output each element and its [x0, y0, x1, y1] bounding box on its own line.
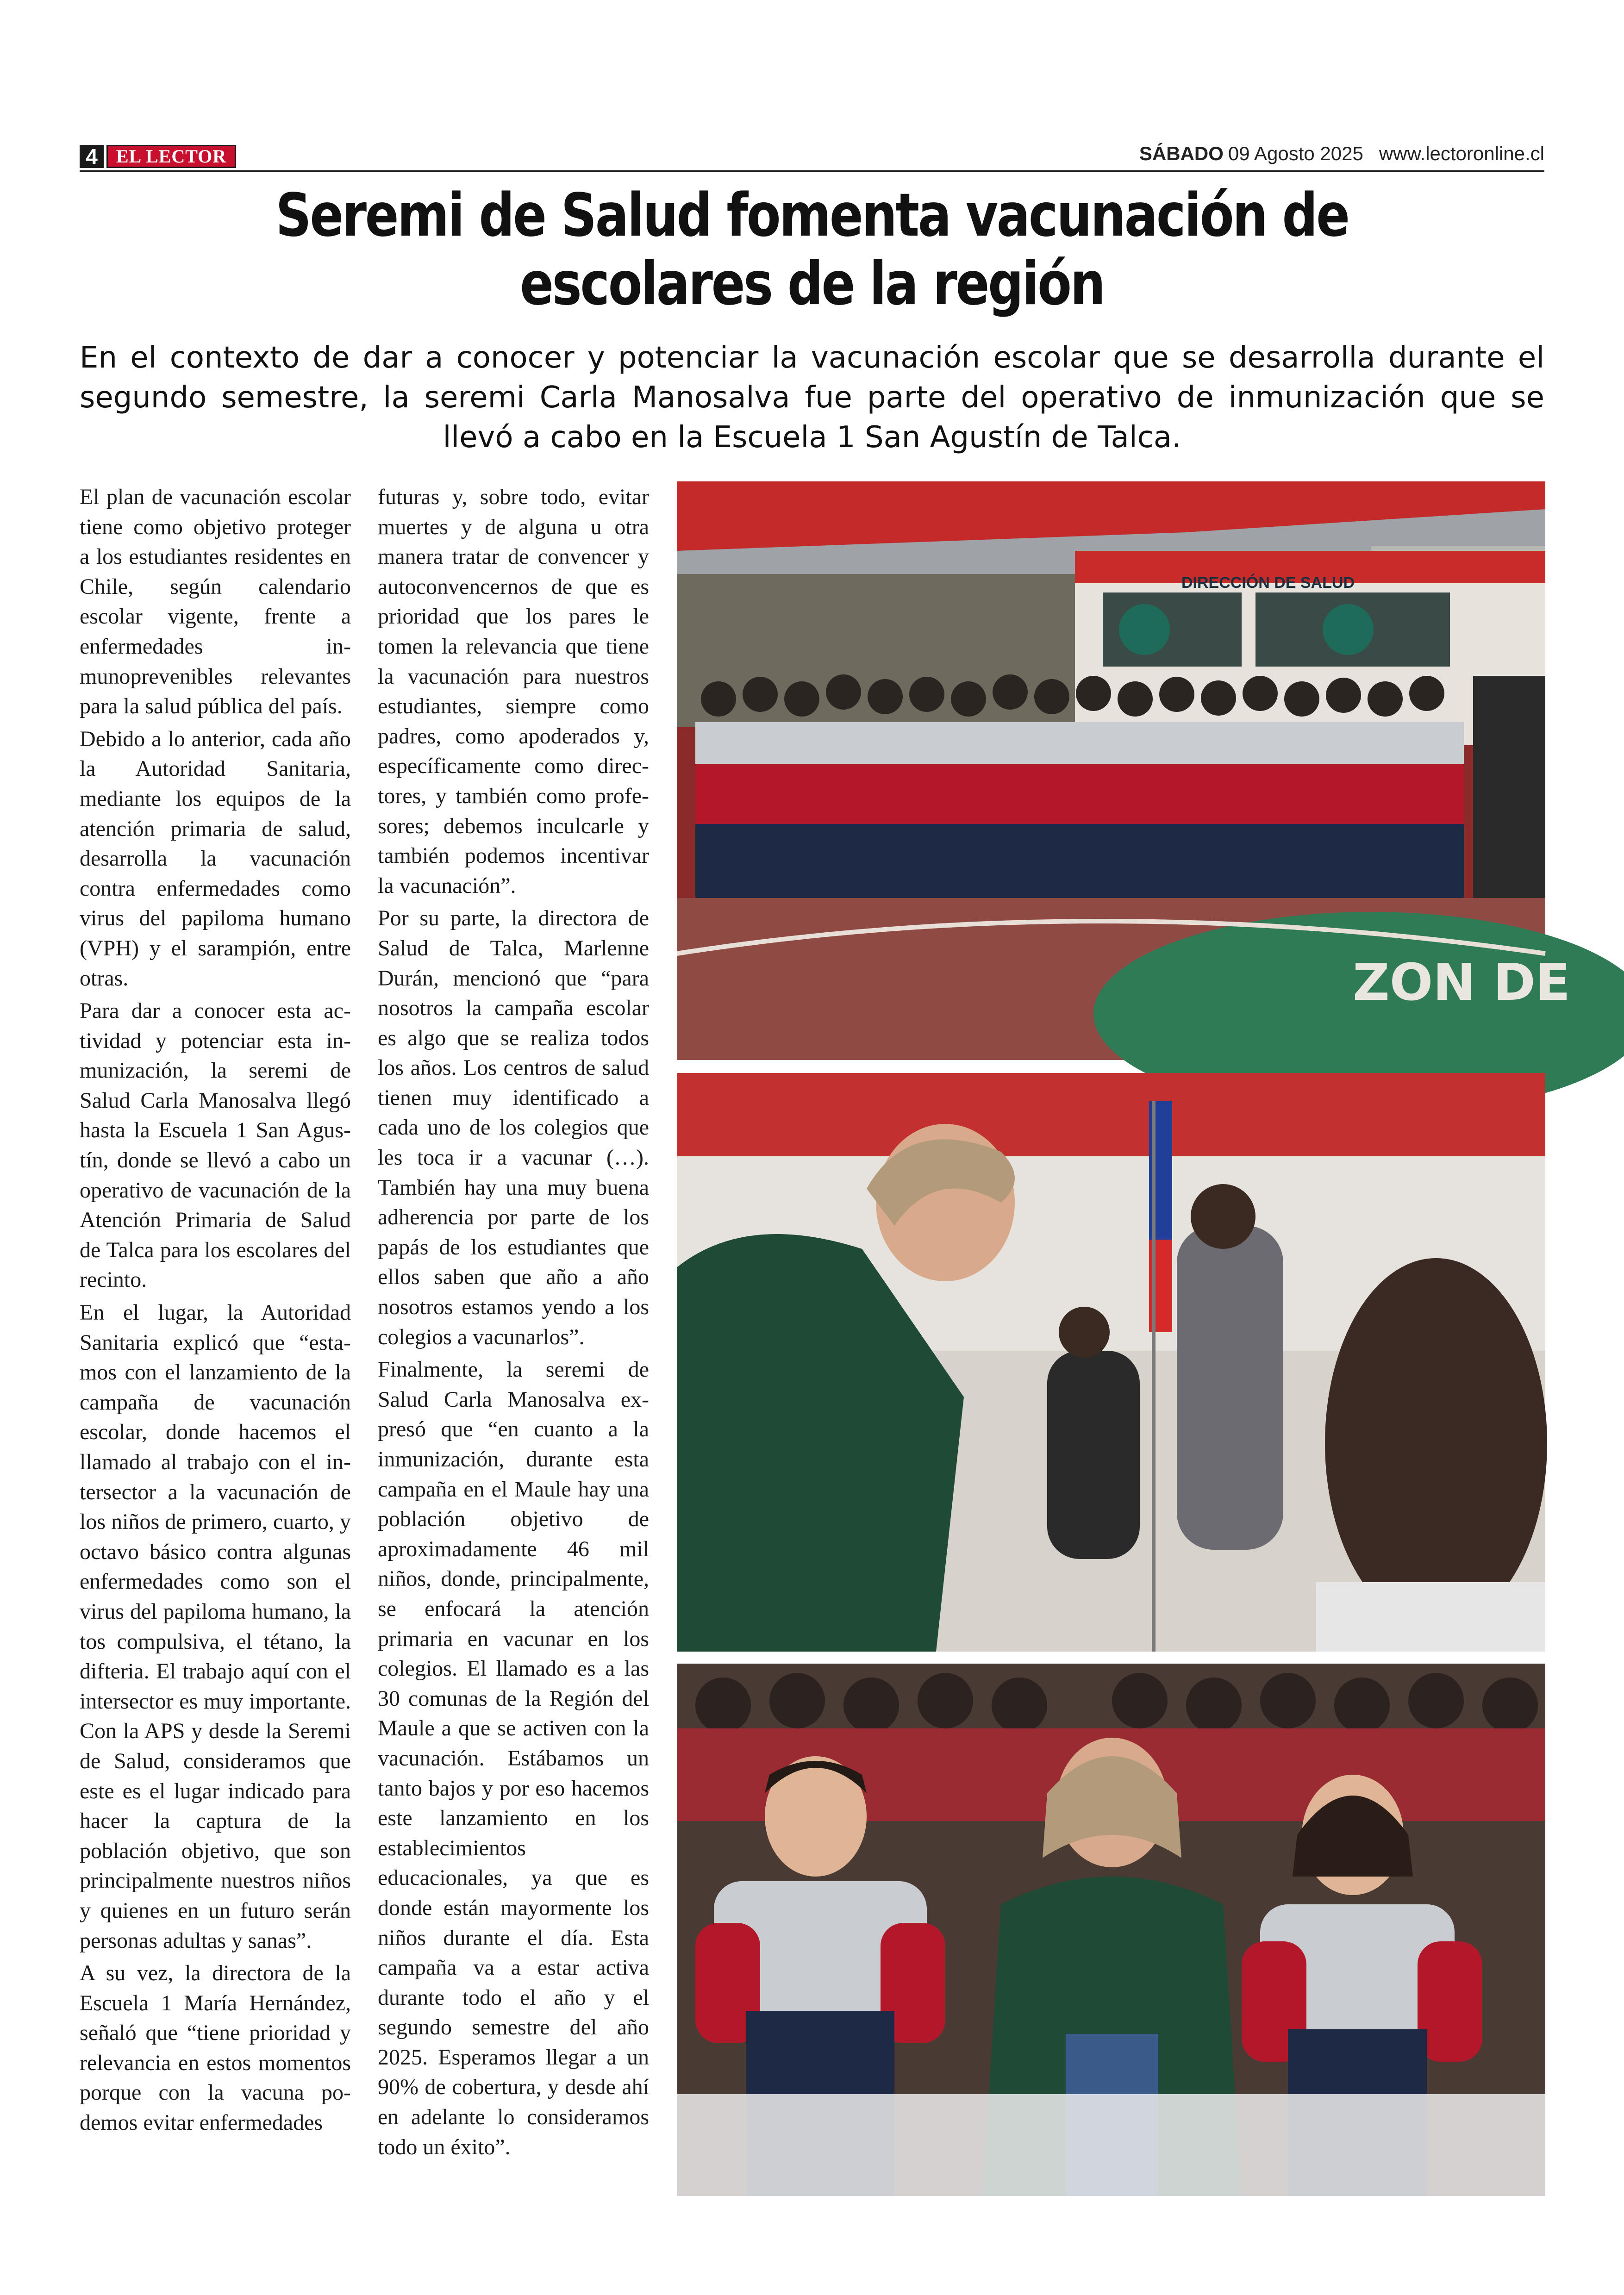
- paragraph: Finalmente, la seremi de Salud Carla Manosalva expresó que “en cuanto a la inmunización, durante esta campaña en el Maule hay una población objetivo de aproximadamente 46 mil niños, donde, principalmente, se enfocará la atención primaria en vacunar en los colegios. El llamado es a las 30 comunas de la Región del Maule a que se activen con la vacunación. Estábamos un tanto bajos y por eso hacemos este lanzamiento en los establecimientos educacionales, ya que es donde están mayormente los niños durante el día. Esta campaña va a estar activa durante todo el año y el segundo semestre del año 2025. Esperamos llegar a un 90% de cobertura, y desde ahí en adelante lo consideramos todo un éxito”.: [378, 1357, 649, 2159]
- issue-date: [1139, 143, 1544, 165]
- issue-day: SÁBADO: [1139, 143, 1224, 164]
- article-column-2: [378, 482, 649, 2165]
- paragraph: A su vez, la directora de la Escuela 1 María Hernández, señaló que “tiene prioridad y relevancia en estos momentos porque con la vacuna podemos evitar enfermedades: [80, 1961, 351, 2135]
- headline-line-2: escolares de la región: [520, 249, 1104, 318]
- paragraph: futuras y, sobre todo, evitar muertes y de alguna u otra manera tratar de convencer y autoconvencernos de que es prioridad que los pares le tomen la relevancia que tiene la vacunación para nuestros estudiantes, siempre como padres, como apoderados y, específicamente como directores, y también como profesores; debemos inculcarle y también podemos incentivar la vacunación”.: [378, 485, 649, 898]
- seremi-greeting-photo: [677, 1073, 1545, 1652]
- issue-date-text: 09 Agosto 2025: [1228, 143, 1363, 164]
- paragraph: En el lugar, la Autoridad Sanitaria explicó que “estamos con el lanzamiento de la campaña de vacunación escolar, donde hacemos el llamado al trabajo con el intersector a la vacunación de los niños de primero, cuarto, y octavo básico contra algunas enfermedades como son el virus del papiloma humano, la tos compulsiva, el tétano, la difteria. El trabajo aquí con el intersector es muy importante. Con la APS y desde la Seremi de Salud, consideramos que este es el lugar indicado para hacer la captura de la población objetivo, que son principalmente nuestros niños y quienes en un futuro serán personas adultas y sanas”.: [80, 1300, 351, 1953]
- subheadline: En el contexto de dar a conocer y potenciar la vacunación escolar que se desarrolla durante el segundo semestre, la seremi Carla Manosalva fue parte del operativo de inmunización que se llevó a cabo en la Escuela 1 San Agustín de Talca.: [80, 341, 1544, 455]
- group-photo: [677, 481, 1571, 1060]
- article-column-1: [80, 482, 351, 2141]
- floor-painted-text: ZON DE: [1353, 953, 1571, 1012]
- paragraph: Para dar a conocer esta actividad y potenciar esta inmunización, la seremi de Salud Carla Manosalva llegó hasta la Escuela 1 San Agustín, donde se llevó a cabo un operativo de vacunación de la Atención Primaria de Salud de Talca para los escolares del recinto.: [80, 998, 351, 1292]
- paragraph: Por su parte, la directora de Salud de Talca, Marlenne Durán, mencionó que “para nosotros la campaña escolar es algo que se realiza todos los años. Los centros de salud tienen muy identificado a cada uno de los colegios que les toca ir a vacunar (…). También hay una muy buena adherencia por parte de los papás de los estudiantes que ellos saben que año a año nosotros estamos yendo a los colegios a vacunarlos”.: [378, 906, 649, 1349]
- newspaper-logo: EL LECTOR: [106, 145, 236, 168]
- website-link[interactable]: www.lectoronline.cl: [1379, 143, 1544, 164]
- paragraph: Debido a lo anterior, cada año la Autoridad Sanitaria, mediante los equipos de la atención primaria de salud, desarrolla la vacunación contra enfermedades como virus del papiloma humano (VPH) y el sarampión, entre otras.: [80, 726, 351, 991]
- page-number: 4: [80, 145, 104, 168]
- header-divider: [80, 170, 1544, 172]
- paragraph: El plan de vacunación escolar tiene como objetivo proteger a los estudiantes residentes en Chile, según calendario escolar vigente, frente a enfermedades inmunoprevenibles relevantes para la salud pública del país.: [80, 485, 351, 719]
- bus-sign-text: DIRECCIÓN DE SALUD: [1181, 574, 1355, 592]
- seated-students-photo: [677, 1664, 1545, 2196]
- headline: [197, 181, 1427, 318]
- headline-line-1: Seremi de Salud fomenta vacunación de: [275, 181, 1349, 250]
